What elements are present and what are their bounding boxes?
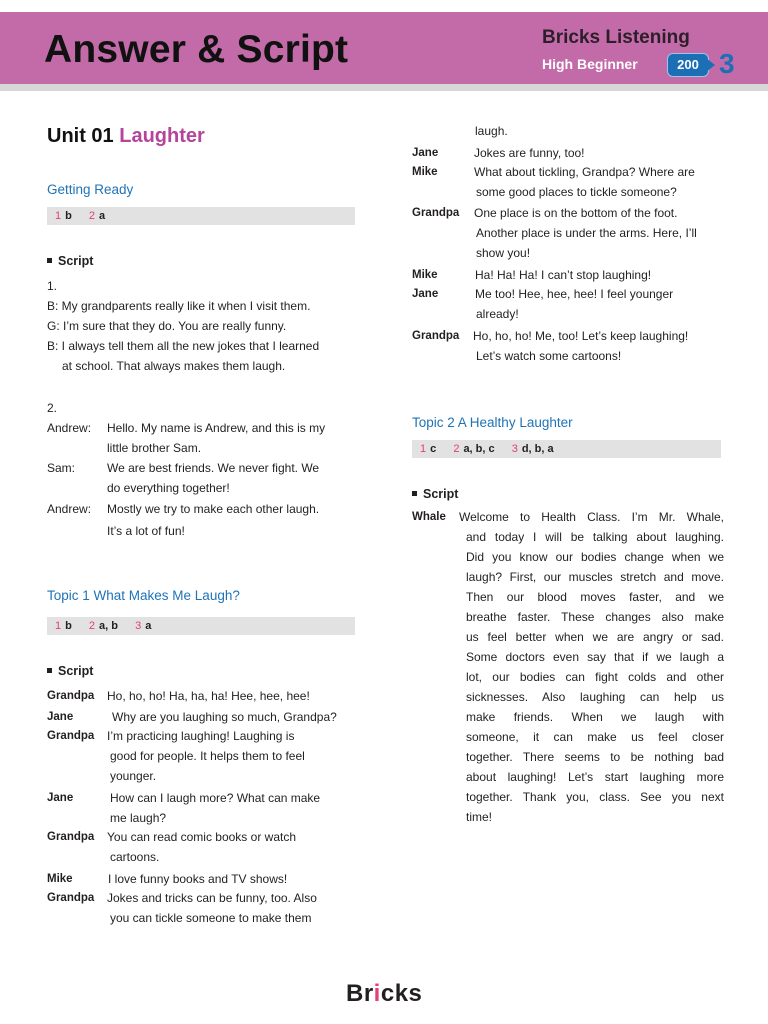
dialogue-line: good for people. It helps them to feel <box>110 749 305 763</box>
level-label: High Beginner <box>542 56 638 72</box>
speaker-label: Mike <box>412 166 438 178</box>
answer-number: 1 <box>420 443 427 455</box>
logo-text: Br <box>346 980 374 1007</box>
monologue-line: together. There seems to be nothing bad <box>466 750 724 764</box>
monologue-line: make friends. When we laugh with <box>466 710 724 724</box>
dialogue-line: Ho, ho, ho! Ha, ha, ha! Hee, hee, hee! <box>107 689 310 703</box>
section-topic-2: Topic 2 A Healthy Laughter <box>412 415 573 430</box>
script-heading: Script <box>47 664 93 678</box>
dialogue-line: me laugh? <box>110 811 167 825</box>
dialogue-line: some good places to tickle someone? <box>476 185 677 199</box>
dialogue-line: Jokes and tricks can be funny, too. Also <box>107 891 317 905</box>
section-topic-1: Topic 1 What Makes Me Laugh? <box>47 588 240 603</box>
speaker-label: Jane <box>47 711 74 723</box>
answer-number: 2 <box>88 620 96 632</box>
speaker-label: Grandpa <box>412 207 460 219</box>
monologue-line: breathe faster. These changes also make <box>466 610 724 624</box>
monologue-line: time! <box>466 810 493 824</box>
answer-value: d, b, a <box>521 443 554 455</box>
dialogue-line: show you! <box>476 246 531 260</box>
logo-text: cks <box>380 980 423 1007</box>
answer-bar-topic-1 <box>47 617 355 635</box>
answer-number: 1 <box>55 210 62 222</box>
dialogue-line: What about tickling, Grandpa? Where are <box>474 165 695 179</box>
dialogue-line: little brother Sam. <box>107 441 202 455</box>
badge-arrow-icon <box>706 58 715 72</box>
answer-number: 3 <box>511 443 518 455</box>
speaker-label: Sam: <box>47 461 76 475</box>
monologue-line: us feel better when we are angry or sad. <box>466 630 724 644</box>
script-line: B: My grandparents really like it when I visit them. <box>47 299 311 313</box>
dialogue-line: You can read comic books or watch <box>107 830 296 844</box>
speaker-label: Grandpa <box>47 892 95 904</box>
script-line: at school. That always makes them laugh. <box>62 359 286 373</box>
dialogue-line: Jokes are funny, too! <box>474 146 585 160</box>
speaker-label: Jane <box>412 147 439 159</box>
dialogue-line: do everything together! <box>107 481 230 495</box>
answer-value: a <box>145 620 152 632</box>
dialogue-line: already! <box>476 307 519 321</box>
answer-number: 2 <box>88 210 96 222</box>
monologue-line: Welcome to Health Class. I’m Mr. Whale, <box>459 510 724 524</box>
speaker-label: Jane <box>47 792 74 804</box>
monologue-line: about laughing! Let’s start laughing more <box>466 770 724 784</box>
script-line: 2. <box>47 401 58 415</box>
bricks-logo <box>346 980 422 1008</box>
answer-value: a <box>99 210 106 222</box>
answer-bar-topic-2 <box>412 440 721 458</box>
page-title: Answer & Script <box>44 28 349 71</box>
speaker-label: Andrew: <box>47 421 92 435</box>
dialogue-line: I’m practicing laughing! Laughing is <box>107 729 295 743</box>
monologue-line: sicknesses. Also laughing can help us <box>466 690 724 704</box>
dialogue-line: Hello. My name is Andrew, and this is my <box>107 421 326 435</box>
dialogue-line: Mostly we try to make each other laugh. <box>107 502 320 516</box>
dialogue-line: laugh. <box>475 124 508 138</box>
speaker-label: Andrew: <box>47 502 92 516</box>
volume-number: 3 <box>719 48 735 79</box>
unit-label: Unit 01 <box>47 125 114 147</box>
script-line: G: I’m sure that they do. You are really funny. <box>47 319 287 333</box>
dialogue-line: cartoons. <box>110 850 160 864</box>
dialogue-line: One place is on the bottom of the foot. <box>474 206 678 220</box>
dialogue-line: Another place is under the arms. Here, I’ll <box>476 226 697 240</box>
speaker-label: Grandpa <box>47 730 95 742</box>
section-getting-ready: Getting Ready <box>47 182 134 197</box>
monologue-line: Some doctors even say that if we laugh a <box>466 650 724 664</box>
dialogue-line: Ha! Ha! Ha! I can’t stop laughing! <box>475 268 652 282</box>
answer-number: 1 <box>55 620 62 632</box>
unit-heading <box>47 125 205 148</box>
monologue-line: lot, our bodies can fight colds and other <box>466 670 724 684</box>
dialogue-line: you can tickle someone to make them <box>110 911 312 925</box>
script-heading: Script <box>47 254 93 268</box>
speaker-label: Whale <box>412 511 446 523</box>
speaker-label: Jane <box>412 288 439 300</box>
answer-value: b <box>65 620 72 632</box>
logo-i: i <box>373 980 381 1007</box>
dialogue-line: Why are you laughing so much, Grandpa? <box>112 710 337 724</box>
script-line: 1. <box>47 279 58 293</box>
dialogue-line: I love funny books and TV shows! <box>108 872 288 886</box>
header-divider <box>0 84 768 91</box>
monologue-line: and today I will be talking about laughing. <box>466 530 724 544</box>
speaker-label: Grandpa <box>47 831 95 843</box>
monologue-line: together. Thank you, class. See you next <box>466 790 724 804</box>
dialogue-line: It’s a lot of fun! <box>107 524 185 538</box>
monologue-line: laugh? First, our muscles stretch and move. <box>466 570 724 584</box>
speaker-label: Grandpa <box>47 690 95 702</box>
unit-name: Laughter <box>119 125 205 147</box>
answer-value: a, b <box>99 620 118 632</box>
script-heading: Script <box>412 487 458 501</box>
speaker-label: Mike <box>47 873 73 885</box>
dialogue-line: We are best friends. We never fight. We <box>107 461 320 475</box>
monologue-line: Then our blood moves faster, and we <box>466 590 724 604</box>
answer-number: 2 <box>453 443 460 455</box>
monologue-line: Did you know our bodies change when we <box>466 550 724 564</box>
script-line: B: I always tell them all the new jokes that I learned <box>47 339 320 353</box>
dialogue-line: Me too! Hee, hee, hee! I feel younger <box>475 287 674 301</box>
dialogue-line: How can I laugh more? What can make <box>110 791 321 805</box>
answer-value: a, b, c <box>463 443 495 455</box>
answer-value: b <box>65 210 72 222</box>
speaker-label: Mike <box>412 269 438 281</box>
answer-bar-getting-ready <box>47 207 355 225</box>
monologue-line: someone, it can make us feel closer <box>466 730 724 744</box>
speaker-label: Grandpa <box>412 330 460 342</box>
dialogue-line: younger. <box>110 769 157 783</box>
level-badge: 200 <box>667 53 709 77</box>
dialogue-line: Ho, ho, ho! Me, too! Let’s keep laughing! <box>473 329 689 343</box>
answer-number: 3 <box>135 620 142 632</box>
answer-value: c <box>430 443 437 455</box>
series-title: Bricks Listening <box>542 27 690 48</box>
dialogue-line: Let’s watch some cartoons! <box>476 349 622 363</box>
